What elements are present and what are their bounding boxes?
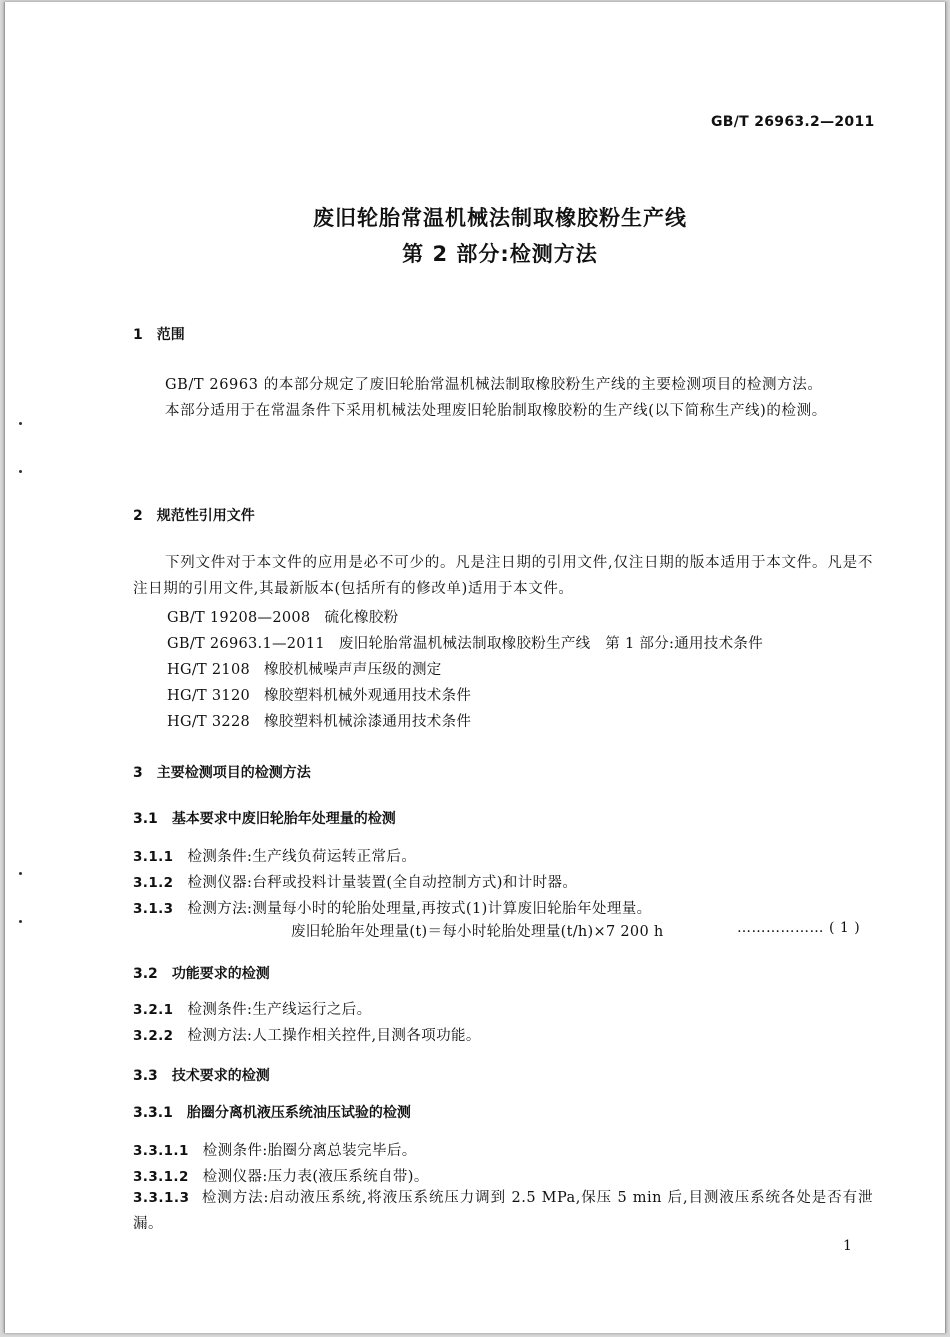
formula-number: ……………… ( 1 ) (737, 920, 861, 936)
subsection-heading-3-2: 3.2 功能要求的检测 (133, 966, 270, 982)
margin-mark (19, 470, 22, 473)
subsection-heading-3-3: 3.3 技术要求的检测 (133, 1068, 270, 1084)
document-subtitle: 第 2 部分:检测方法 (402, 242, 598, 266)
paragraph: 本部分适用于在常温条件下采用机械法处理废旧轮胎制取橡胶粉的生产线(以下简称生产线)的检测。 (165, 403, 827, 419)
clause-item: 3.1.3 检测方法:测量每小时的轮胎处理量,再按式(1)计算废旧轮胎年处理量。 (133, 901, 652, 917)
clause-item: 3.3.1.1 检测条件:胎圈分离总装完毕后。 (133, 1143, 417, 1159)
formula: 废旧轮胎年处理量(t)＝每小时轮胎处理量(t/h)×7 200 h (291, 924, 664, 940)
clause-item: 3.2.2 检测方法:人工操作相关控件,目测各项功能。 (133, 1028, 481, 1044)
margin-mark (19, 872, 22, 875)
section-heading-1: 1 范围 (133, 327, 185, 343)
reference-item: GB/T 19208—2008 硫化橡胶粉 (167, 610, 399, 626)
paragraph: GB/T 26963 的本部分规定了废旧轮胎常温机械法制取橡胶粉生产线的主要检测项目的检测方法。 (165, 377, 823, 393)
clause-item: 3.1.2 检测仪器:台秤或投料计量装置(全自动控制方式)和计时器。 (133, 875, 578, 891)
section-heading-3: 3 主要检测项目的检测方法 (133, 765, 311, 781)
reference-item: HG/T 3228 橡胶塑料机械涂漆通用技术条件 (167, 714, 472, 730)
subsection-heading-3-1: 3.1 基本要求中废旧轮胎年处理量的检测 (133, 811, 396, 827)
document-page (4, 2, 946, 1333)
reference-item: HG/T 2108 橡胶机械噪声声压级的测定 (167, 662, 442, 678)
clause-item: 3.1.1 检测条件:生产线负荷运转正常后。 (133, 849, 417, 865)
reference-item: GB/T 26963.1—2011 废旧轮胎常温机械法制取橡胶粉生产线 第 1 部分:通用技术条件 (167, 636, 764, 652)
reference-item: HG/T 3120 橡胶塑料机械外观通用技术条件 (167, 688, 472, 704)
standard-code: GB/T 26963.2—2011 (711, 114, 875, 130)
margin-mark (19, 422, 22, 425)
clause-item: 3.3.1.2 检测仪器:压力表(液压系统自带)。 (133, 1169, 429, 1185)
section-2-body (133, 550, 873, 602)
section-1-body (133, 372, 873, 424)
document-title: 废旧轮胎常温机械法制取橡胶粉生产线 (313, 206, 687, 230)
subsection-heading-3-3-1: 3.3.1 胎圈分离机液压系统油压试验的检测 (133, 1105, 411, 1121)
margin-mark (19, 920, 22, 923)
clause-item: 3.3.1.3 检测方法:启动液压系统,将液压系统压力调到 2.5 MPa,保压 5 min 后,目测液压系统各处是否有泄漏。 (133, 1190, 873, 1232)
paragraph: 下列文件对于本文件的应用是必不可少的。凡是注日期的引用文件,仅注日期的版本适用于本文件。凡是不注日期的引用文件,其最新版本(包括所有的修改单)适用于本文件。 (133, 555, 873, 597)
section-heading-2: 2 规范性引用文件 (133, 508, 255, 524)
page-number: 1 (843, 1238, 852, 1254)
clause-item: 3.2.1 检测条件:生产线运行之后。 (133, 1002, 372, 1018)
